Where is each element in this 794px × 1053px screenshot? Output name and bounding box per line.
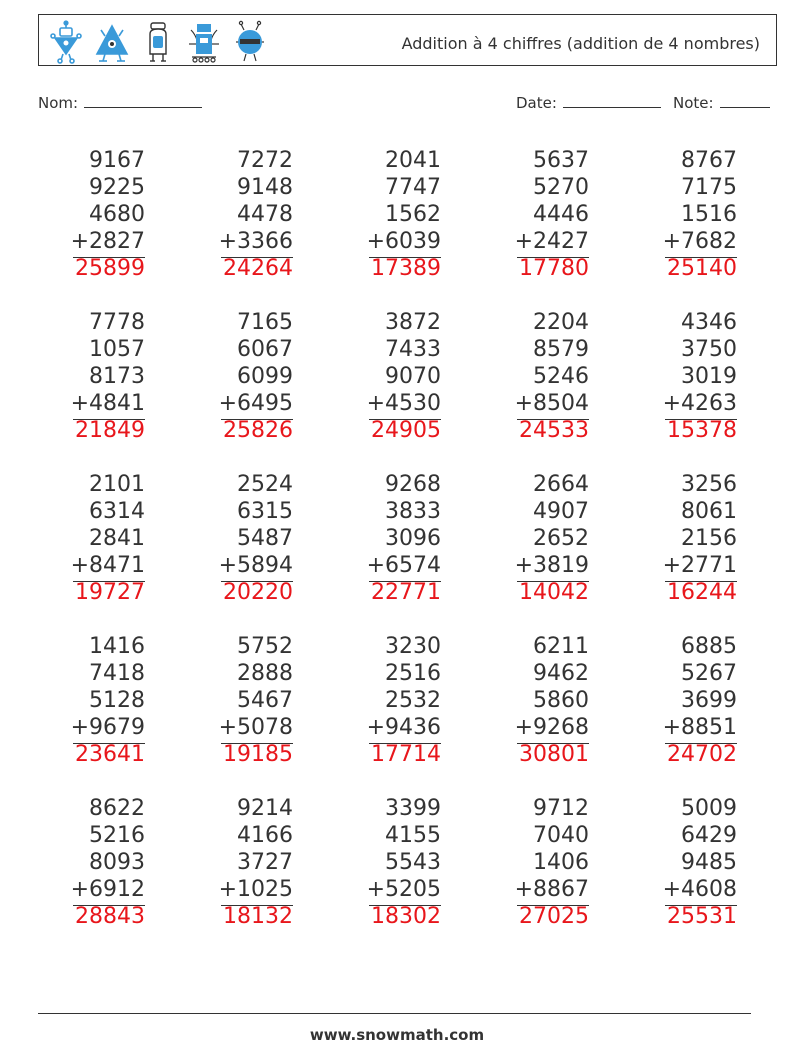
addend: 8579 bbox=[533, 337, 589, 362]
sum-line bbox=[369, 743, 441, 744]
addend-with-plus: +6495 bbox=[218, 391, 293, 416]
addend: 4680 bbox=[89, 202, 145, 227]
sum-line bbox=[221, 743, 293, 744]
addend: 7418 bbox=[89, 661, 145, 686]
sum-line bbox=[517, 257, 589, 258]
answer: 17714 bbox=[371, 742, 441, 767]
note-label: Note: bbox=[673, 94, 714, 112]
addend-with-plus: +8867 bbox=[514, 877, 589, 902]
addend-with-plus: +1025 bbox=[218, 877, 293, 902]
sum-line bbox=[369, 257, 441, 258]
answer: 14042 bbox=[519, 580, 589, 605]
addend: 5487 bbox=[237, 526, 293, 551]
addend: 9225 bbox=[89, 175, 145, 200]
addend-with-plus: +9268 bbox=[514, 715, 589, 740]
addend: 4155 bbox=[385, 823, 441, 848]
addend-with-plus: +4841 bbox=[70, 391, 145, 416]
addend: 6429 bbox=[681, 823, 737, 848]
answer: 30801 bbox=[519, 742, 589, 767]
sum-line bbox=[665, 905, 737, 906]
answer: 21849 bbox=[75, 418, 145, 443]
addend-with-plus: +3366 bbox=[218, 229, 293, 254]
addend: 5860 bbox=[533, 688, 589, 713]
addition-problem bbox=[469, 147, 589, 282]
sum-line bbox=[665, 581, 737, 582]
sum-line bbox=[369, 581, 441, 582]
addend: 3872 bbox=[385, 310, 441, 335]
addend: 9070 bbox=[385, 364, 441, 389]
answer: 25531 bbox=[667, 904, 737, 929]
addition-problem bbox=[25, 147, 145, 282]
answer: 24702 bbox=[667, 742, 737, 767]
addend: 9462 bbox=[533, 661, 589, 686]
addend: 8173 bbox=[89, 364, 145, 389]
addition-problem bbox=[469, 471, 589, 606]
sum-line bbox=[369, 419, 441, 420]
addend: 9214 bbox=[237, 796, 293, 821]
addition-problem bbox=[173, 309, 293, 444]
footer-website: www.snowmath.com bbox=[309, 1026, 485, 1044]
addend: 2664 bbox=[533, 472, 589, 497]
addend-with-plus: +8851 bbox=[662, 715, 737, 740]
addend-with-plus: +6912 bbox=[70, 877, 145, 902]
addition-problem bbox=[173, 147, 293, 282]
addend: 3399 bbox=[385, 796, 441, 821]
sum-line bbox=[221, 581, 293, 582]
addition-problem bbox=[617, 633, 737, 768]
addend: 9712 bbox=[533, 796, 589, 821]
addend: 3833 bbox=[385, 499, 441, 524]
addend-with-plus: +2771 bbox=[662, 553, 737, 578]
addend-with-plus: +5205 bbox=[366, 877, 441, 902]
answer: 25140 bbox=[667, 256, 737, 281]
addition-problem bbox=[321, 309, 441, 444]
addend: 4907 bbox=[533, 499, 589, 524]
sum-line bbox=[73, 257, 145, 258]
addend: 3750 bbox=[681, 337, 737, 362]
answer: 25899 bbox=[75, 256, 145, 281]
addition-problem bbox=[321, 795, 441, 930]
addend-with-plus: +8504 bbox=[514, 391, 589, 416]
answer: 20220 bbox=[223, 580, 293, 605]
sum-line bbox=[73, 743, 145, 744]
answer: 15378 bbox=[667, 418, 737, 443]
addend: 2204 bbox=[533, 310, 589, 335]
addend: 5267 bbox=[681, 661, 737, 686]
addend: 4446 bbox=[533, 202, 589, 227]
addend: 6315 bbox=[237, 499, 293, 524]
answer: 22771 bbox=[371, 580, 441, 605]
addend: 2532 bbox=[385, 688, 441, 713]
addend: 7165 bbox=[237, 310, 293, 335]
addend-with-plus: +6039 bbox=[366, 229, 441, 254]
addition-problem bbox=[173, 471, 293, 606]
addend: 3256 bbox=[681, 472, 737, 497]
addend: 1406 bbox=[533, 850, 589, 875]
answer: 17780 bbox=[519, 256, 589, 281]
addend: 3727 bbox=[237, 850, 293, 875]
addend-with-plus: +6574 bbox=[366, 553, 441, 578]
addend: 5752 bbox=[237, 634, 293, 659]
addend: 3096 bbox=[385, 526, 441, 551]
answer: 24264 bbox=[223, 256, 293, 281]
addend-with-plus: +4608 bbox=[662, 877, 737, 902]
addend: 8093 bbox=[89, 850, 145, 875]
addend: 7778 bbox=[89, 310, 145, 335]
addend: 5637 bbox=[533, 148, 589, 173]
addition-problem bbox=[25, 309, 145, 444]
addend: 5128 bbox=[89, 688, 145, 713]
addend: 5216 bbox=[89, 823, 145, 848]
addition-problem bbox=[25, 633, 145, 768]
addend: 7175 bbox=[681, 175, 737, 200]
sum-line bbox=[665, 257, 737, 258]
addend: 8622 bbox=[89, 796, 145, 821]
addend-with-plus: +4263 bbox=[662, 391, 737, 416]
answer: 16244 bbox=[667, 580, 737, 605]
addend-with-plus: +5078 bbox=[218, 715, 293, 740]
addend: 2041 bbox=[385, 148, 441, 173]
addend: 2888 bbox=[237, 661, 293, 686]
answer: 19185 bbox=[223, 742, 293, 767]
addition-problem bbox=[469, 309, 589, 444]
addend: 7040 bbox=[533, 823, 589, 848]
addend: 7433 bbox=[385, 337, 441, 362]
sum-line bbox=[369, 905, 441, 906]
addend: 6211 bbox=[533, 634, 589, 659]
addition-problem bbox=[469, 795, 589, 930]
sum-line bbox=[73, 419, 145, 420]
addend: 2516 bbox=[385, 661, 441, 686]
worksheet-title: Addition à 4 chiffres (addition de 4 nombres) bbox=[401, 34, 760, 53]
addend: 8767 bbox=[681, 148, 737, 173]
sum-line bbox=[221, 257, 293, 258]
addition-problem bbox=[173, 795, 293, 930]
addend: 2101 bbox=[89, 472, 145, 497]
addend: 3230 bbox=[385, 634, 441, 659]
answer: 25826 bbox=[223, 418, 293, 443]
addend-with-plus: +9436 bbox=[366, 715, 441, 740]
addend: 6314 bbox=[89, 499, 145, 524]
addend: 9268 bbox=[385, 472, 441, 497]
sum-line bbox=[517, 581, 589, 582]
sum-line bbox=[517, 905, 589, 906]
addition-problem bbox=[617, 795, 737, 930]
date-label: Date: bbox=[516, 94, 557, 112]
addend: 6885 bbox=[681, 634, 737, 659]
addition-problem bbox=[617, 147, 737, 282]
addend: 4346 bbox=[681, 310, 737, 335]
addition-problem bbox=[321, 633, 441, 768]
addend: 5543 bbox=[385, 850, 441, 875]
answer: 24533 bbox=[519, 418, 589, 443]
answer: 18302 bbox=[371, 904, 441, 929]
sum-line bbox=[665, 743, 737, 744]
addition-problem bbox=[617, 471, 737, 606]
addend-with-plus: +2427 bbox=[514, 229, 589, 254]
answer: 19727 bbox=[75, 580, 145, 605]
addend: 1057 bbox=[89, 337, 145, 362]
answer: 17389 bbox=[371, 256, 441, 281]
addend: 2652 bbox=[533, 526, 589, 551]
sum-line bbox=[665, 419, 737, 420]
answer: 27025 bbox=[519, 904, 589, 929]
addition-problem bbox=[321, 147, 441, 282]
addend: 9148 bbox=[237, 175, 293, 200]
addend: 3699 bbox=[681, 688, 737, 713]
addend: 5246 bbox=[533, 364, 589, 389]
addend: 2841 bbox=[89, 526, 145, 551]
addend: 9167 bbox=[89, 148, 145, 173]
addition-problem bbox=[617, 309, 737, 444]
addend: 9485 bbox=[681, 850, 737, 875]
addend: 1562 bbox=[385, 202, 441, 227]
addend: 7272 bbox=[237, 148, 293, 173]
sum-line bbox=[73, 905, 145, 906]
footer-divider bbox=[38, 1013, 751, 1014]
addend: 6067 bbox=[237, 337, 293, 362]
addition-problem bbox=[25, 471, 145, 606]
addend: 1416 bbox=[89, 634, 145, 659]
addition-problem bbox=[469, 633, 589, 768]
addition-problem bbox=[25, 795, 145, 930]
addend-with-plus: +8471 bbox=[70, 553, 145, 578]
addend: 2524 bbox=[237, 472, 293, 497]
sum-line bbox=[221, 419, 293, 420]
addend: 6099 bbox=[237, 364, 293, 389]
addition-problem bbox=[173, 633, 293, 768]
addend-with-plus: +3819 bbox=[514, 553, 589, 578]
addend-with-plus: +5894 bbox=[218, 553, 293, 578]
addend: 2156 bbox=[681, 526, 737, 551]
sum-line bbox=[221, 905, 293, 906]
addend-with-plus: +9679 bbox=[70, 715, 145, 740]
sum-line bbox=[73, 581, 145, 582]
addend: 5270 bbox=[533, 175, 589, 200]
answer: 24905 bbox=[371, 418, 441, 443]
addend: 7747 bbox=[385, 175, 441, 200]
addend: 4478 bbox=[237, 202, 293, 227]
addend: 8061 bbox=[681, 499, 737, 524]
addend: 1516 bbox=[681, 202, 737, 227]
addend: 3019 bbox=[681, 364, 737, 389]
addend-with-plus: +4530 bbox=[366, 391, 441, 416]
answer: 28843 bbox=[75, 904, 145, 929]
sum-line bbox=[517, 743, 589, 744]
answer: 23641 bbox=[75, 742, 145, 767]
addend: 5467 bbox=[237, 688, 293, 713]
addend-with-plus: +2827 bbox=[70, 229, 145, 254]
addition-problem bbox=[321, 471, 441, 606]
answer: 18132 bbox=[223, 904, 293, 929]
addend-with-plus: +7682 bbox=[662, 229, 737, 254]
sum-line bbox=[517, 419, 589, 420]
addend: 4166 bbox=[237, 823, 293, 848]
name-label: Nom: bbox=[38, 94, 79, 112]
addend: 5009 bbox=[681, 796, 737, 821]
